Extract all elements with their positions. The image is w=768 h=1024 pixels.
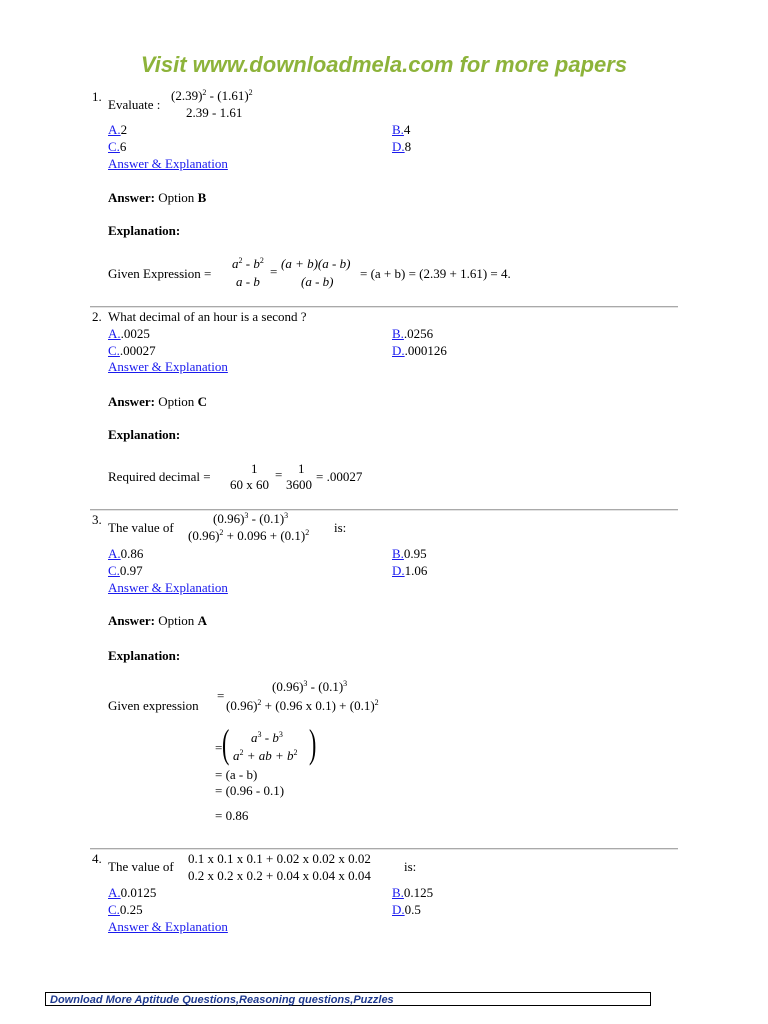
question-divider bbox=[90, 848, 678, 850]
option-b-link[interactable]: B. bbox=[392, 326, 404, 341]
option-a: A..0025 bbox=[108, 326, 150, 341]
fraction-numerator: (a + b)(a - b) bbox=[281, 256, 351, 271]
option-c: C.0.25 bbox=[108, 902, 143, 917]
option-c: C.6 bbox=[108, 139, 127, 154]
question-number: 1. bbox=[92, 89, 102, 104]
left-parenthesis: ( bbox=[222, 721, 230, 766]
fraction-denominator: 3600 bbox=[286, 477, 312, 492]
option-b: B.0.95 bbox=[392, 546, 427, 561]
option-c-link[interactable]: C. bbox=[108, 139, 120, 154]
answer-line: Answer: Option B bbox=[108, 190, 207, 205]
fraction-denominator: 2.39 - 1.61 bbox=[186, 105, 243, 120]
option-c-link[interactable]: C. bbox=[108, 343, 120, 358]
option-d: D..000126 bbox=[392, 343, 447, 358]
question-suffix: is: bbox=[404, 859, 417, 874]
explanation-result: = .00027 bbox=[316, 469, 363, 484]
question-text: The value of bbox=[108, 520, 174, 535]
question-divider bbox=[90, 306, 678, 308]
option-d: D.0.5 bbox=[392, 902, 421, 917]
option-d-link[interactable]: D. bbox=[392, 343, 405, 358]
option-c: C.0.97 bbox=[108, 563, 143, 578]
option-a: A.2 bbox=[108, 122, 128, 137]
option-c: C..00027 bbox=[108, 343, 156, 358]
fraction-denominator: $(0.96)^2 + 0.096 + (0.1)^2$ bbox=[188, 528, 310, 543]
explanation-result: = (a + b) = (2.39 + 1.61) = 4. bbox=[360, 266, 511, 281]
equals-sign: = bbox=[270, 264, 278, 279]
option-b-link[interactable]: B. bbox=[392, 885, 404, 900]
fraction-numerator: $(0.96)^3 - (0.1)^3$ bbox=[213, 511, 289, 526]
explanation-prefix: Required decimal = bbox=[108, 469, 211, 484]
fraction-denominator: $a^2$ + ab + $b^2$ bbox=[233, 748, 298, 763]
equals-sign: = bbox=[275, 467, 283, 482]
footer-banner[interactable]: Download More Aptitude Questions,Reasoning questions,Puzzles bbox=[45, 992, 651, 1006]
explanation-prefix: Given expression bbox=[108, 698, 199, 713]
fraction-denominator: 0.2 x 0.2 x 0.2 + 0.04 x 0.04 x 0.04 bbox=[188, 868, 371, 883]
explanation-label: Explanation: bbox=[108, 648, 181, 663]
question-divider bbox=[90, 509, 678, 511]
answer-explanation-link[interactable]: Answer & Explanation bbox=[108, 580, 228, 595]
right-parenthesis: ) bbox=[309, 721, 317, 766]
option-d-link[interactable]: D. bbox=[392, 902, 405, 917]
fraction-numerator: $a^3 - b^3$ bbox=[251, 730, 283, 745]
question-number: 2. bbox=[92, 309, 102, 324]
fraction-denominator: $(0.96)^2 + (0.96$ x $0.1) + (0.1)^2$ bbox=[226, 698, 379, 713]
question-text: What decimal of an hour is a second ? bbox=[108, 309, 307, 324]
option-d: D.8 bbox=[392, 139, 412, 154]
answer-explanation-link[interactable]: Answer & Explanation bbox=[108, 919, 228, 934]
step-1: = (a - b) bbox=[215, 767, 258, 782]
question-text: The value of bbox=[108, 859, 174, 874]
explanation-prefix: Given Expression = bbox=[108, 266, 212, 281]
fraction-denominator: 60 x 60 bbox=[230, 477, 269, 492]
answer-line: Answer: Option A bbox=[108, 613, 207, 628]
option-c-link[interactable]: C. bbox=[108, 902, 120, 917]
option-a-link[interactable]: A. bbox=[108, 326, 121, 341]
option-c-link[interactable]: C. bbox=[108, 563, 120, 578]
option-a: A.0.86 bbox=[108, 546, 144, 561]
option-a-link[interactable]: A. bbox=[108, 885, 121, 900]
answer-explanation-link[interactable]: Answer & Explanation bbox=[108, 359, 228, 374]
step-3: = 0.86 bbox=[215, 808, 249, 823]
fraction-numerator: $(2.39)^2 - (1.61)^2$ bbox=[171, 88, 253, 103]
question-suffix: is: bbox=[334, 520, 347, 535]
question-text: Evaluate : bbox=[108, 97, 161, 112]
answer-line: Answer: Option C bbox=[108, 394, 207, 409]
option-b-link[interactable]: B. bbox=[392, 546, 404, 561]
fraction-numerator: 0.1 x 0.1 x 0.1 + 0.02 x 0.02 x 0.02 bbox=[188, 851, 371, 866]
option-a: A.0.0125 bbox=[108, 885, 157, 900]
option-b: B.0.125 bbox=[392, 885, 434, 900]
option-a-link[interactable]: A. bbox=[108, 546, 121, 561]
option-b-link[interactable]: B. bbox=[392, 122, 404, 137]
explanation-label: Explanation: bbox=[108, 427, 181, 442]
fraction-numerator: $(0.96)^3 - (0.1)^3$ bbox=[272, 679, 348, 694]
option-a-link[interactable]: A. bbox=[108, 122, 121, 137]
option-b: B.4 bbox=[392, 122, 411, 137]
equals-sign: = bbox=[215, 740, 223, 755]
fraction-numerator: $a^2 - b^2$ bbox=[232, 256, 264, 271]
question-number: 3. bbox=[92, 512, 102, 527]
site-banner: Visit www.downloadmela.com for more papers bbox=[140, 52, 628, 77]
fraction-numerator: 1 bbox=[251, 461, 258, 476]
fraction-denominator: a - b bbox=[236, 274, 260, 289]
option-b: B..0256 bbox=[392, 326, 434, 341]
equals-sign: = bbox=[217, 688, 225, 703]
step-2: = (0.96 - 0.1) bbox=[215, 783, 285, 798]
option-d: D.1.06 bbox=[392, 563, 428, 578]
fraction-numerator: 1 bbox=[298, 461, 305, 476]
fraction-denominator: (a - b) bbox=[301, 274, 334, 289]
option-d-link[interactable]: D. bbox=[392, 139, 405, 154]
option-d-link[interactable]: D. bbox=[392, 563, 405, 578]
answer-explanation-link[interactable]: Answer & Explanation bbox=[108, 156, 228, 171]
question-number: 4. bbox=[92, 851, 102, 866]
explanation-label: Explanation: bbox=[108, 223, 181, 238]
